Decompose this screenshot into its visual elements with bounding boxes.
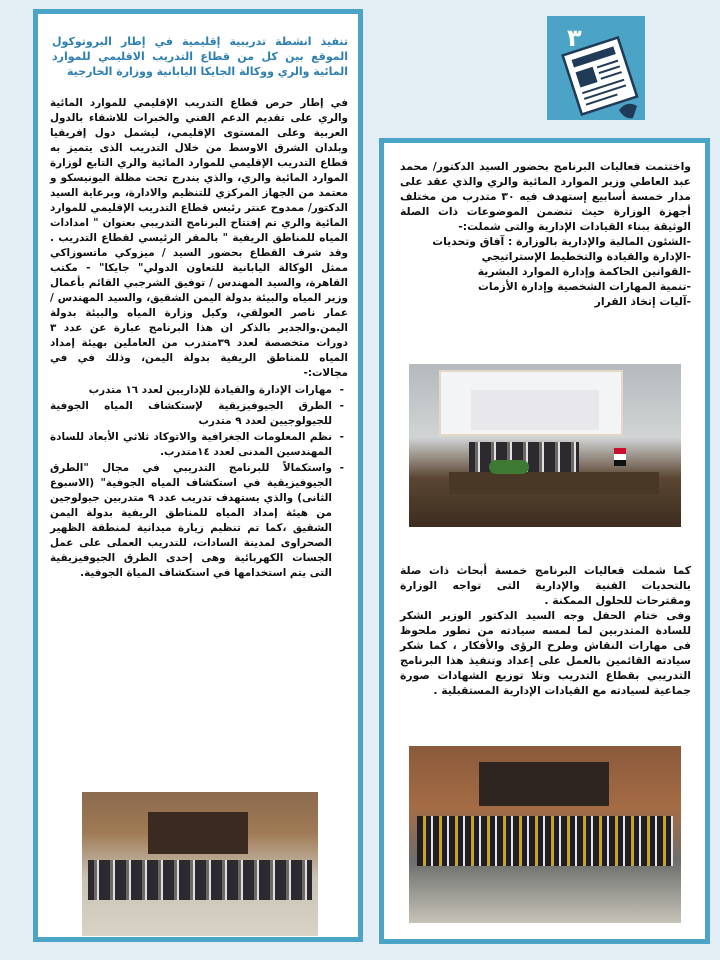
training-fields-list xyxy=(50,383,348,581)
conclusion-section xyxy=(400,563,691,698)
graduation-group-photo xyxy=(409,746,681,923)
newspaper-icon xyxy=(545,14,647,124)
article-paragraph: في إطار حرص قطاع التدريب الإقليمي للموارد المائية والري على تقديم الدعم الفني والخبرات للاشقاء بالدول العربية وعلى المستوى الإقليمي، ليشمل دول إفريقيا وبلدان الشرق الاوسط من خلال التدريب الذى يتميز به قطاع التدريب الإقليمي للموارد المائية والري التابع لوزارة الموارد المائية والري، والذي يندرج تحت مظلة اليونيسكو و معتمد من الجهاز المركزي للتنظيم والادارة، وبرعاية السيد الدكتور/ ممدوح عنتر رئيس قطاع التدريب الإقليمي للموارد المائية والري تم إفتتاح البرنامج التدريبي بعنوان " امدادات المياه للمناطق الريفية " بالمقر الرئيسي لقطاع التدريب . وقد شرف القطاع بحضور السيد / ميزوكي ماتسوزاكي ممثل الوكالة اليابانية للتعاون الدولي" جايكا" - مكتب القاهرة، والسيد المهندس / توفيق الشرجبي القائم بأعمال وزير المياه والبيئة بدولة اليمن الشقيق، والسيد المهندس / عمار ناصر العولقي، وكيل وزارة المياه والبيئة بدولة اليمن.والجدير بالذكر ان هذا البرنامج عبارة عن عدد ٣ دورات متخصصة لعدد ٣٩متدرب من العاملين بهيئة إمداد المياه للمناطق الريفية بدولة اليمن، وذلك في في مجالات:- xyxy=(50,97,348,379)
page-number: ٣ xyxy=(567,24,582,52)
left-article-panel xyxy=(33,9,363,942)
meeting-photo xyxy=(409,364,681,527)
topic-item: -الإدارة والقيادة والتخطيط الإستراتيجي xyxy=(481,250,691,263)
research-paragraph: كما شملت فعاليات البرنامج خمسة أبحاث ذات صلة بالتحديات الفنية والإدارية التى تواجه الوزارة ومقترحات للحلول الممكنة . xyxy=(400,564,691,607)
list-item: - واستكمالاً للبرنامج التدريبي في مجال "الطرق الجيوفيزيقية في استكشاف المياه الجوفية" (الاسبوع الثانى) والذي يستهدف تدريب عدد ٩ متدربين جيولوجين من هيئة إمداد المياه للمناطق الريفية بدولة اليمن الشقيق ،كما تم تنظيم زيارة ميدانية لمنطقة الظهير الصحراوى لمدينة السادات، للتدريب العملى على عمل الجسات الكهربائية وهى إحدى الطرق الجيوفيزيقية التى يتم استخدامها في استكشاف المياة الجوفية. xyxy=(50,461,332,581)
article-body xyxy=(50,96,348,582)
list-item: - مهارات الإدارة والقيادة للإداريين لعدد ١٦ متدرب xyxy=(50,383,332,398)
group-photo-building xyxy=(82,792,318,936)
topic-item: -آليات إتخاذ القرار xyxy=(594,295,691,308)
intro-paragraph: واختتمت فعاليات البرنامج بحضور السيد الدكتور/ محمد عبد العاطي وزير الموارد المائية والري والذي عقد على مدار خمسة أسابيع إستهدف فيه ٣٠ متدرب من مختلف أجهزة الوزارة حيث تتضمن الموضوعات ذات الصلة الوثيقة ببناء القيادات الإدارية والتى شملت:- xyxy=(400,160,691,233)
closing-paragraph: وفى ختام الحفل وجه السيد الدكتور الوزير الشكر للسادة المتدربين لما لمسه سيادته من تطور ملحوظ فى مهارات النقاش وطرح الرؤى والأفكار ، كما شكر سيادته القائمين بالعمل على إعداد وتنفيذ هذا البرنامج التدريبي بقطاع التدريب وتلا توزيع الشهادات صورة جماعية لسيادته مع القيادات الإدارية المستقبلية . xyxy=(400,609,691,697)
topic-item: -القوانين الحاكمة وإدارة الموارد البشرية xyxy=(477,265,691,278)
right-article-panel xyxy=(379,138,710,944)
list-item: - الطرق الجيوفيزيقية لإستكشاف المياه الجوفية للجيولوجيين لعدد ٩ متدرب xyxy=(50,399,332,429)
list-item: - نظم المعلومات الجغرافية والاتوكاد ثلاثي الأبعاد للسادة المهندسين المدنى لعدد ١٤متدرب. xyxy=(50,430,332,460)
closing-section xyxy=(400,159,691,309)
topic-item: -الشئون المالية والإدارية بالوزارة : آفاق وتحديات xyxy=(432,235,691,248)
topic-item: -تنمية المهارات الشخصية وإدارة الأزمات xyxy=(477,280,691,293)
article-heading: تنفيذ انشطة تدريبية إقليمية في إطار البروتوكول الموقع بين كل من قطاع التدريب الاقليمي للموارد المائية والري ووكالة الجايكا اليابانية ووزارة الخارجية xyxy=(52,35,348,78)
